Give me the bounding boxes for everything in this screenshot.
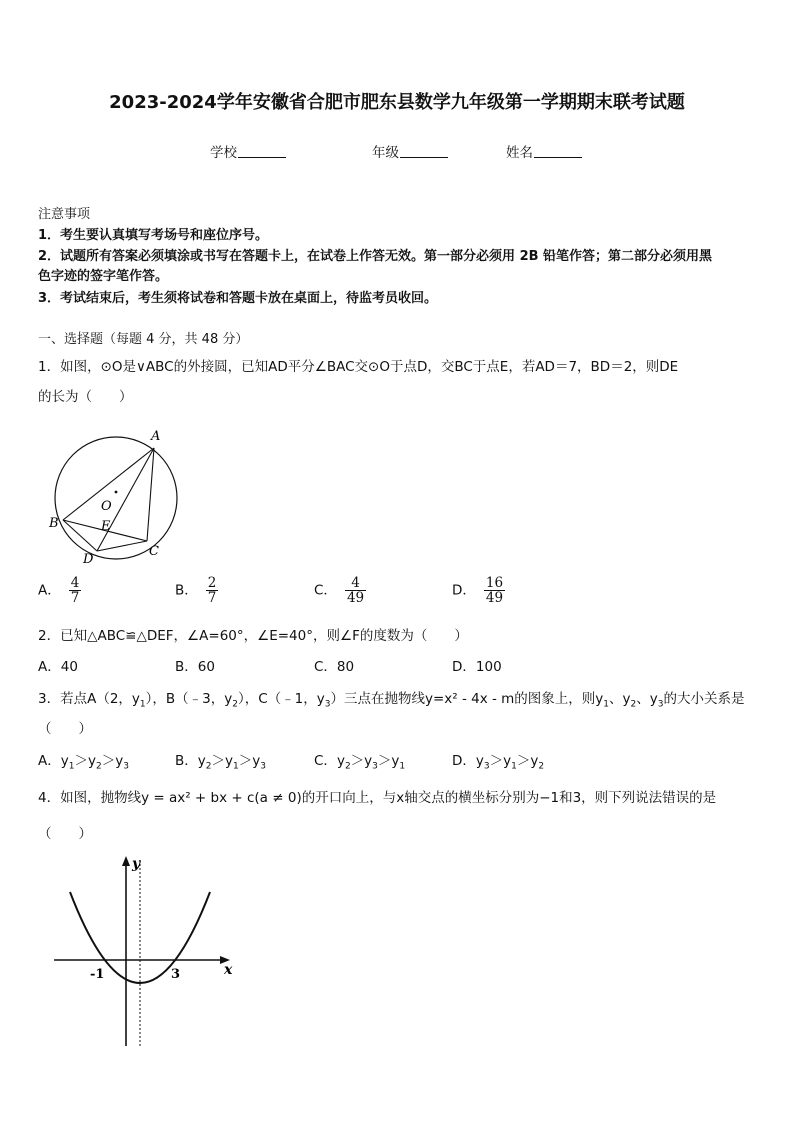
label-o: O [101,499,112,514]
page-title: 2023-2024学年安徽省合肥市肥东县数学九年级第一学期期末联考试题 [109,92,685,113]
note-item: 色字迹的签字笔作答。 [38,269,169,284]
label-e: E [101,519,111,534]
q3-option-c: C．$y_2>y_3>y_1$ [314,753,406,772]
label-b: B [49,516,59,531]
x-axis-label: x [224,962,233,978]
question-4-text: 4．如图，抛物线y = ax² + bx + c(a ≠ 0)的开口向上，与x轴交点的横坐标分别为−1和3，则下列说法错误的是 [38,790,717,806]
question-3-text-cont: （ ） [38,721,92,737]
name-label: 姓名 [506,145,533,161]
label-a: A [151,429,161,444]
question-1-text-cont: 的长为（ ） [38,389,133,405]
note-item: 2．试题所有答案必须填涂或书写在答题卡上，在试卷上作答无效。第一部分必须用 2B 铅笔作答；第二部分必须用黑 [38,249,713,264]
q1-option-d: D． $\frac{16}{49}$ [452,575,504,607]
q3-option-a: A．$y_1>y_2>y_3$ [38,753,129,772]
school-label: 学校 [210,145,237,161]
circle-figure [45,424,185,569]
tick-label-3: 3 [171,967,181,982]
tick-label-neg1: -1 [90,967,105,982]
grade-label: 年级 [372,145,399,161]
question-2-text: 2．已知△ABC≌△DEF，∠A=60°，∠E=40°，则∠F的度数为（ ） [38,628,468,644]
label-d: D [83,552,94,567]
label-c: C [149,544,159,559]
question-4-text-cont: （ ） [38,826,92,842]
q1-option-a: A． $\frac{4}{7}$ [38,575,80,607]
school-field [210,141,286,161]
q1-option-c: C． $\frac{4}{49}$ [314,575,365,607]
q2-option-c: C．80 [314,659,355,675]
name-field [506,141,582,161]
note-item: 3．考试结束后，考生须将试卷和答题卡放在桌面上，待监考员收回。 [38,291,438,306]
grade-field [372,141,448,161]
q2-option-b: B．60 [175,659,215,675]
school-blank [238,145,286,158]
section-heading: 一、选择题（每题 4 分，共 48 分） [38,332,249,347]
q2-option-d: D．100 [452,659,502,675]
y-axis-label: y [132,856,141,872]
q3-option-b: B．$y_2>y_1>y_3$ [175,753,266,772]
parabola-figure [48,852,248,1052]
question-1-text: 1．如图，⊙O是∨ABC的外接圆，已知AD平分∠BAC交⊙O于点D，交BC于点E，若AD＝7，BD＝2，则DE [38,359,679,375]
q1-option-b: B． $\frac{2}{7}$ [175,575,217,607]
note-item: 1．考生要认真填写考场号和座位序号。 [38,228,269,243]
question-3-text: 3．若点A（2，$y_1$），B（﹣3，$y_2$），C（﹣1，$y_3$）三点在抛物线y=x² - 4x - m的图象上，则$y_1$、$y_2$、$y_3$的大小关系是 [38,691,745,710]
name-blank [534,145,582,158]
q3-option-d: D．$y_3>y_1>y_2$ [452,753,545,772]
notes-heading: 注意事项 [38,207,91,222]
grade-blank [400,145,448,158]
q2-option-a: A．40 [38,659,78,675]
